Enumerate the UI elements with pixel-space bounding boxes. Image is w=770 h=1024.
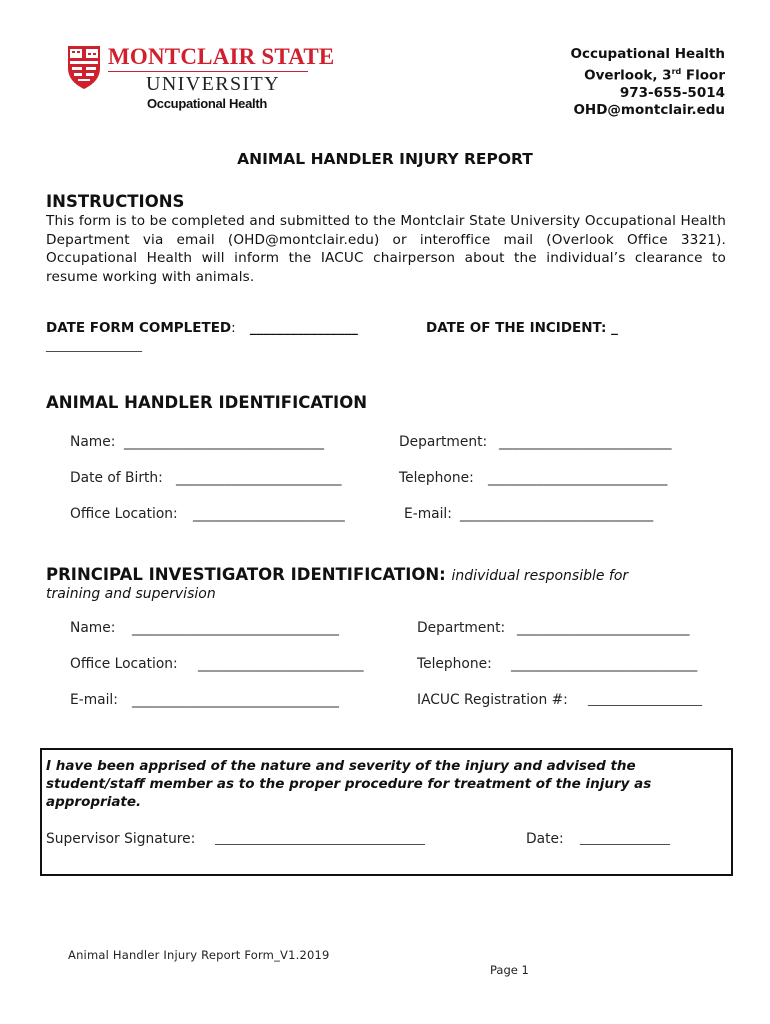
contact-department: Occupational Health (570, 46, 725, 62)
logo-department-name: Occupational Health (147, 96, 267, 111)
pi-telephone-input[interactable]: ___________________________ (511, 656, 698, 672)
handler-department-input[interactable]: _________________________ (499, 434, 672, 450)
page-number: Page 1 (490, 963, 529, 977)
pi-iacuc-label: IACUC Registration #: (417, 692, 568, 708)
pi-iacuc-input[interactable]: ___________________ (588, 692, 702, 706)
contact-phone: 973-655-5014 (619, 84, 725, 101)
instructions-heading: INSTRUCTIONS (46, 192, 185, 211)
pi-office-input[interactable]: ________________________ (198, 656, 364, 672)
handler-dob-input[interactable]: ________________________ (176, 470, 342, 486)
handler-telephone-input[interactable]: __________________________ (488, 470, 668, 486)
handler-email-label: E-mail: (404, 506, 452, 522)
handler-name-input[interactable]: _____________________________ (124, 434, 325, 450)
pi-email-label: E-mail: (70, 692, 118, 708)
pi-email-input[interactable]: ______________________________ (132, 692, 339, 708)
contact-address: Overlook, 3rd Floor (584, 67, 725, 84)
handler-department-label: Department: (399, 434, 488, 450)
date-form-completed-field[interactable]: DATE FORM COMPLETED: ________________ (46, 320, 358, 336)
pi-name-input[interactable]: ______________________________ (132, 620, 339, 636)
date-form-completed-label: DATE FORM COMPLETED (46, 320, 232, 336)
supervisor-date-input[interactable]: _______________ (580, 831, 670, 845)
supervisor-statement: I have been apprised of the nature and severity of the injury and advised the student/staff member as to the proper procedure for treatment of the injury as appropriate. (46, 758, 652, 810)
pi-section-heading: PRINCIPAL INVESTIGATOR IDENTIFICATION: individual responsible for (46, 565, 629, 584)
logo-divider (108, 71, 308, 72)
form-version-footer: Animal Handler Injury Report Form_V1.2019 (68, 948, 330, 962)
supervisor-signature-label: Supervisor Signature: (46, 831, 196, 847)
date-incident-field[interactable] (426, 320, 618, 336)
supervisor-date-label: Date: (526, 831, 564, 847)
handler-email-input[interactable]: ____________________________ (460, 506, 654, 522)
contact-block (570, 46, 725, 119)
handler-office-label: Office Location: (70, 506, 178, 522)
date-form-completed-blank[interactable]: ________________ (249, 320, 358, 336)
date-incident-blank[interactable]: _ (611, 320, 618, 336)
pi-heading-note-continued: training and supervision (46, 586, 216, 602)
document-title: ANIMAL HANDLER INJURY REPORT (237, 150, 533, 168)
date-incident-label: DATE OF THE INCIDENT: (426, 320, 607, 336)
handler-name-label: Name: (70, 434, 116, 450)
university-shield-logo (66, 44, 102, 90)
handler-office-input[interactable]: ______________________ (193, 506, 345, 522)
logo-wordmark-secondary: UNIVERSITY (146, 73, 280, 95)
supervisor-signature-input[interactable]: ___________________________________ (215, 831, 425, 845)
pi-heading-note: individual responsible for (451, 568, 629, 584)
pi-department-input[interactable]: _________________________ (517, 620, 690, 636)
handler-telephone-label: Telephone: (399, 470, 474, 486)
pi-telephone-label: Telephone: (417, 656, 492, 672)
date-incident-blank-continued[interactable]: ________________ (46, 338, 142, 352)
pi-department-label: Department: (417, 620, 506, 636)
handler-dob-label: Date of Birth: (70, 470, 163, 486)
instructions-text: This form is to be completed and submitted to the Montclair State University Occupational Health Department via email (OHD@montclair.edu) or interoffice mail (Overlook Office 3321). Occupational Health will inform the IACUC chairperson about the individual’s clearance to resume working with animals. (46, 213, 727, 285)
handler-section-heading: ANIMAL HANDLER IDENTIFICATION (46, 393, 368, 412)
pi-name-label: Name: (70, 620, 116, 636)
contact-email: OHD@montclair.edu (573, 101, 725, 118)
pi-office-label: Office Location: (70, 656, 178, 672)
logo-wordmark-primary: MONTCLAIR STATE (108, 44, 335, 69)
